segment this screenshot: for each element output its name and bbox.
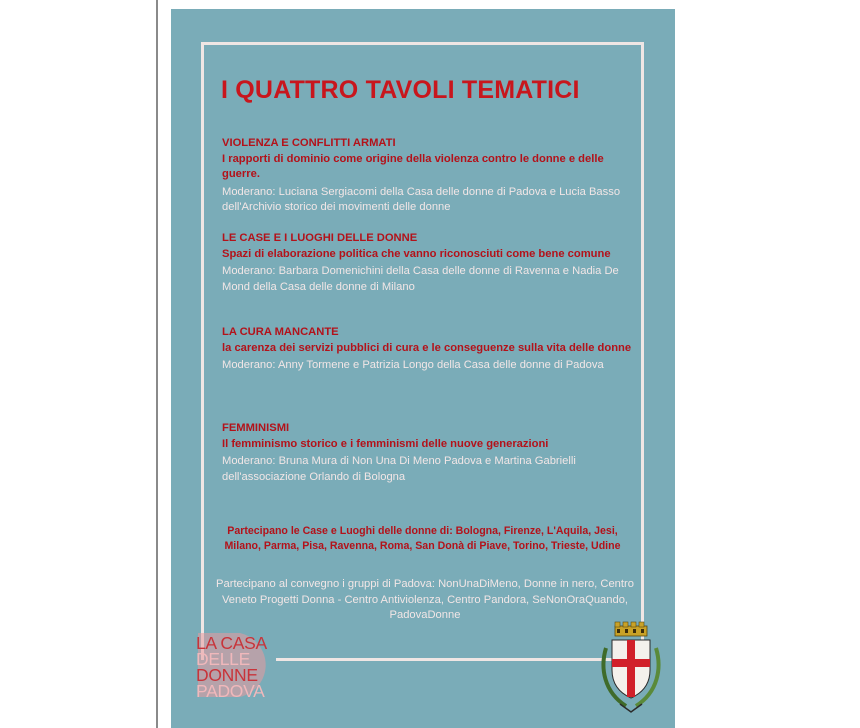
section-case-luoghi [222, 231, 634, 295]
section-subtitle: Spazi di elaborazione politica che vanno riconosciuti come bene comune [222, 247, 611, 260]
logo-line-3: DONNE [196, 665, 258, 685]
section-moderators: Moderano: Anny Tormene e Patrizia Longo della Casa delle donne di Padova [222, 359, 604, 371]
section-heading: LA CURA MANCANTE [222, 326, 339, 338]
padova-coat-of-arms [598, 620, 664, 716]
section-heading: FEMMINISMI [222, 422, 290, 434]
padova-groups-text: Partecipano al convegno i gruppi di Padova: NonUnaDiMeno, Donne in nero, Centro Veneto Progetti Donna - Centro Antiviolenza, Centro Pandora, SeNonOraQuando, PadovaDonne [216, 578, 634, 621]
logo-line-4: PADOVA [196, 681, 265, 701]
section-moderators: Moderano: Bruna Mura di Non Una Di Meno Padova e Martina Gabrielli dell'associazione Orlando di Bologna [222, 455, 576, 483]
section-moderators: Moderano: Luciana Sergiacomi della Casa delle donne di Padova e Lucia Basso dell'Archivio storico dei movimenti delle donne [222, 185, 621, 213]
section-moderators: Moderano: Barbara Domenichini della Casa delle donne di Ravenna e Nadia De Mond della Casa delle donne di Milano [222, 265, 619, 293]
logo-line-1: LA CASA [196, 633, 267, 653]
section-heading: LE CASE E I LUOGHI DELLE DONNE [222, 232, 418, 244]
poster-frame-bottom-line [276, 658, 647, 661]
section-femminismi [222, 421, 634, 485]
poster-title: I QUATTRO TAVOLI TEMATICI [221, 76, 580, 104]
section-cura-mancante [222, 325, 634, 374]
page-left-rule [156, 0, 158, 728]
casa-delle-donne-logo [196, 631, 276, 699]
section-subtitle: I rapporti di dominio come origine della violenza contro le donne e delle guerre. [222, 152, 604, 180]
participants-text: Partecipano le Case e Luoghi delle donne di: Bologna, Firenze, L'Aquila, Jesi, Milano, Parma, Pisa, Ravenna, Roma, San Donà di Piave, Torino, Trieste, Udine [224, 525, 621, 553]
coat-of-arms-icon [598, 620, 664, 716]
section-heading: VIOLENZA E CONFLITTI ARMATI [222, 137, 396, 149]
logo-line-2: DELLE [196, 649, 250, 669]
section-subtitle: la carenza dei servizi pubblici di cura e le conseguenze sulla vita delle donne [222, 341, 632, 354]
section-subtitle: Il femminismo storico e i femminismi delle nuove generazioni [222, 437, 549, 450]
section-violenza [222, 136, 634, 216]
